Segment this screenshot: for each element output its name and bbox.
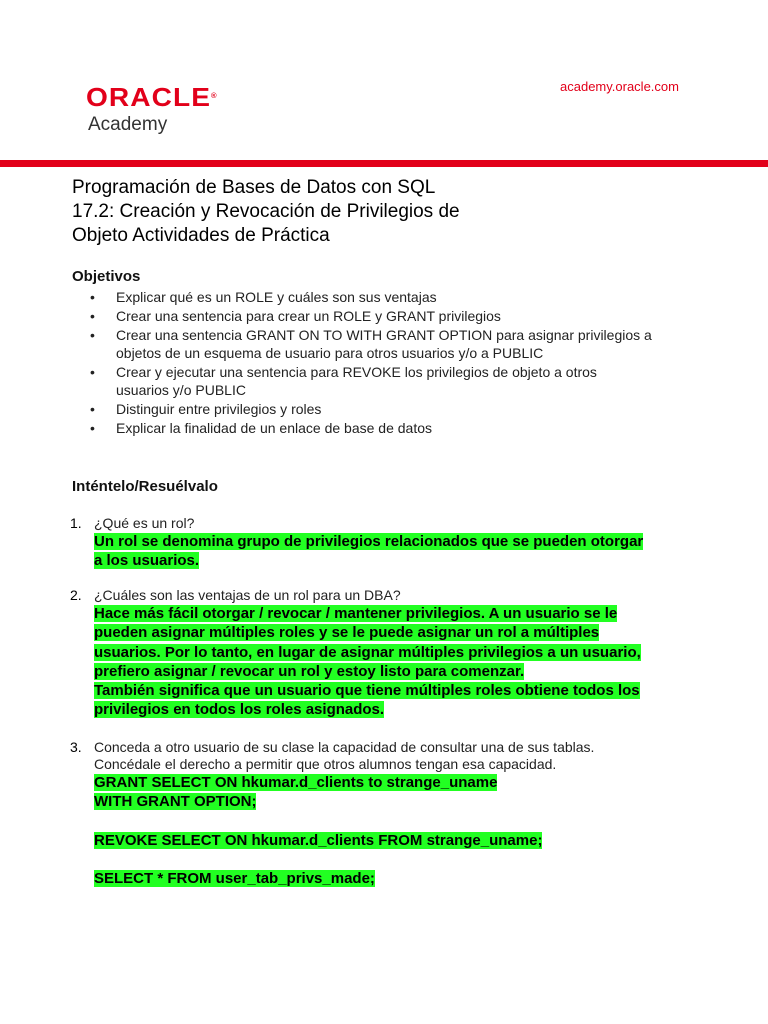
question-1 — [70, 515, 710, 571]
bullet-icon: • — [90, 289, 95, 305]
header-divider — [0, 160, 768, 167]
list-item: • Crear y ejecutar una sentencia para REVOKE los privilegios de objeto a otros usuarios y/o PUBLIC — [90, 364, 597, 398]
list-item: • Explicar la finalidad de un enlace de base de datos — [90, 420, 432, 436]
list-item: • Crear una sentencia para crear un ROLE y GRANT privilegios — [90, 308, 501, 324]
oracle-academy-logo — [86, 82, 217, 136]
bullet-icon: • — [90, 308, 95, 324]
answer-text: GRANT SELECT ON hkumar.d_clients to strange_uname WITH GRANT OPTION; REVOKE SELECT ON hkumar.d_clients FROM strange_uname; SELECT * FROM user_tab_privs_made; — [94, 774, 543, 887]
title-line: Objeto Actividades de Práctica — [72, 225, 330, 246]
site-url-link[interactable]: academy.oracle.com — [560, 79, 679, 94]
bullet-icon: • — [90, 401, 95, 417]
logo-sub: Academy — [88, 114, 168, 135]
list-item: • Distinguir entre privilegios y roles — [90, 401, 322, 417]
question-text: ¿Qué es un rol? — [94, 515, 195, 531]
logo-brand: ORACLE® — [86, 82, 217, 112]
bullet-icon: • — [90, 327, 95, 343]
list-item: • Explicar qué es un ROLE y cuáles son sus ventajas — [90, 289, 437, 305]
question-2 — [70, 587, 710, 720]
title-line: Programación de Bases de Datos con SQL — [72, 177, 436, 198]
bullet-icon: • — [90, 420, 95, 436]
question-text: Concédale el derecho a permitir que otros alumnos tengan esa capacidad. — [94, 756, 557, 772]
page-title — [72, 176, 712, 248]
question-text: Conceda a otro usuario de su clase la capacidad de consultar una de sus tablas. — [94, 739, 595, 755]
practice-heading: Inténtelo/Resuélvalo — [72, 478, 218, 495]
answer-text: Hace más fácil otorgar / revocar / mantener privilegios. A un usuario se le pueden asignar múltiples roles y se le puede asignar un rol a múltiples usuarios. Por lo tanto, en lugar de asignar múltiples privilegios a un usuario, prefiero asignar / revocar un rol y estoy listo para comenzar. También significa que un usuario que tiene múltiples roles obtiene todos los privilegios en todos los roles asignados. — [94, 605, 641, 719]
title-line: 17.2: Creación y Revocación de Privilegios de — [72, 201, 460, 222]
question-3 — [70, 739, 710, 888]
bullet-icon: • — [90, 364, 95, 380]
answer-text: Un rol se denomina grupo de privilegios relacionados que se pueden otorgar a los usuarios. — [94, 533, 644, 570]
objectives-list — [72, 288, 732, 438]
question-number: 2. — [70, 587, 82, 603]
question-text: ¿Cuáles son las ventajas de un rol para un DBA? — [94, 587, 401, 603]
list-item: • Crear una sentencia GRANT ON TO WITH GRANT OPTION para asignar privilegios a objetos de un esquema de usuario para otros usuarios y/o a PUBLIC — [90, 327, 652, 361]
question-number: 1. — [70, 515, 82, 531]
objectives-heading: Objetivos — [72, 268, 141, 285]
question-number: 3. — [70, 739, 82, 755]
